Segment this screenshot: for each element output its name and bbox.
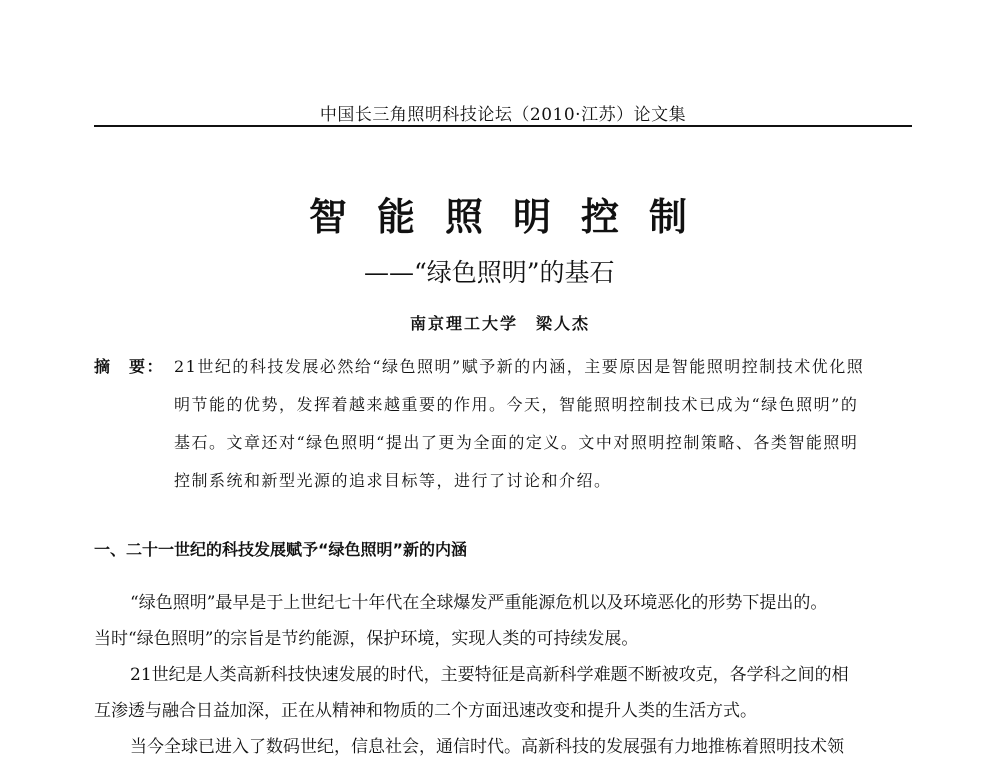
article-subtitle: ——“绿色照明”的基石 <box>364 258 615 287</box>
author-line <box>0 311 1000 334</box>
abstract-line: 基石。文章还对“绿色照明“提出了更为全面的定义。文中对照明控制策略、各类智能照明 <box>174 433 859 452</box>
abstract-label: 摘 要： <box>94 357 165 376</box>
abstract-line: 明节能的优势，发挥着越来越重要的作用。今天，智能照明控制技术已成为“绿色照明”的 <box>174 395 859 414</box>
abstract-line: 21世纪的科技发展必然给“绿色照明”赋予新的内涵，主要原因是智能照明控制技术优化照 <box>174 357 865 376</box>
abstract-line: 控制系统和新型光源的追求目标等，进行了讨论和介绍。 <box>174 471 612 490</box>
paragraph-line: 当今全球已进入了数码世纪，信息社会，通信时代。高新科技的发展强有力地推栋着照明技术领 <box>130 737 844 757</box>
article-title: 智能照明控制 <box>308 195 717 239</box>
paragraph-line: “绿色照明”最早是于上世纪七十年代在全球爆发严重能源危机以及环境恶化的形势下提出的。 <box>130 593 828 613</box>
author-name: 梁人杰 <box>536 314 591 333</box>
paragraph-line: 21世纪是人类高新科技快速发展的时代，主要特征是高新科学难题不断被攻克，各学科之间的相 <box>130 665 849 685</box>
paragraph-line: 当时“绿色照明”的宗旨是节约能源，保护环境，实现人类的可持续发展。 <box>94 629 639 649</box>
running-header: 中国长三角照明科技论坛（2010·江苏）论文集 <box>319 105 687 125</box>
paragraph-line: 互渗透与融合日益加深，正在从精神和物质的二个方面迅速改变和提升人类的生活方式。 <box>94 701 757 721</box>
affiliation: 南京理工大学 <box>409 314 518 333</box>
header-rule <box>94 125 912 127</box>
section-heading: 一、二十一世纪的科技发展赋予“绿色照明”新的内涵 <box>94 540 468 559</box>
